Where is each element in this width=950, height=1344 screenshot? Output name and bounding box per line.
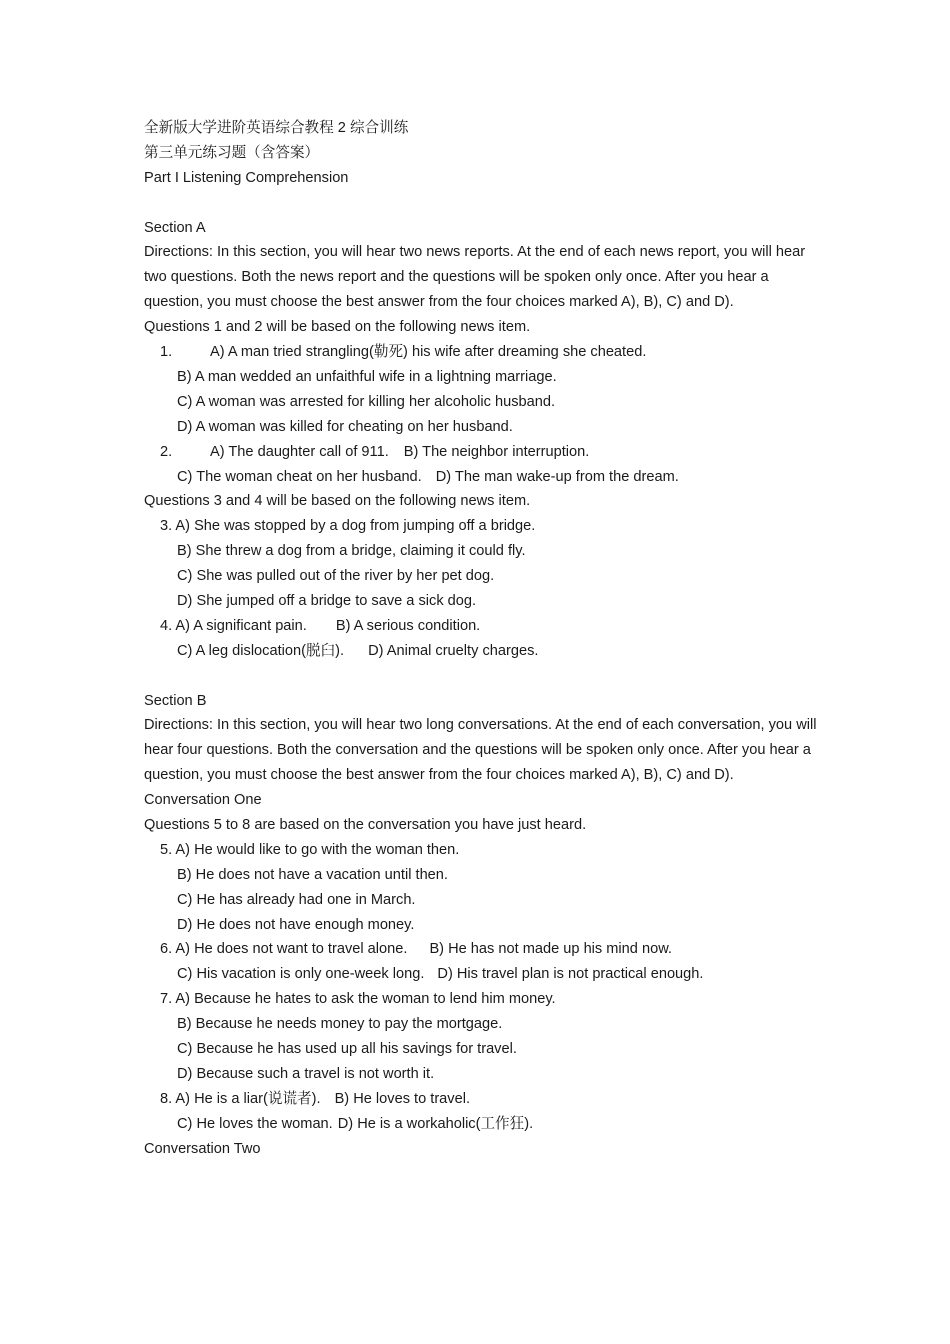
conversation-one-heading: Conversation One <box>144 792 262 809</box>
question-2-options-ab <box>144 440 824 465</box>
question-5-option-b: B) He does not have a vacation until then. <box>177 866 448 883</box>
question-8-options-cd <box>144 1112 824 1137</box>
option-text: B) The neighbor interruption. <box>403 443 590 460</box>
questions-5-8-intro: Questions 5 to 8 are based on the conversation you have just heard. <box>144 817 587 834</box>
document-subtitle: 第三单元练习题（含答案） <box>144 144 320 161</box>
question-5-option-c: C) He has already had one in March. <box>177 891 416 908</box>
question-7-option-a: 7. A) Because he hates to ask the woman to lend him money. <box>160 991 556 1008</box>
question-1-option-c: C) A woman was arrested for killing her alcoholic husband. <box>177 393 556 410</box>
option-text: 6. A) He does not want to travel alone. <box>160 941 408 958</box>
question-1-option-d: D) A woman was killed for cheating on her husband. <box>177 418 513 435</box>
question-3-option-a: 3. A) She was stopped by a dog from jumping off a bridge. <box>160 518 536 535</box>
question-6-options-ab <box>144 937 824 962</box>
option-text: A) A man tried strangling(勒死) his wife after dreaming she cheated. <box>210 344 647 361</box>
questions-1-2-intro: Questions 1 and 2 will be based on the following news item. <box>144 319 531 336</box>
section-a-heading: Section A <box>144 219 206 236</box>
question-3-option-c: C) She was pulled out of the river by her pet dog. <box>177 568 495 585</box>
question-4-options-ab <box>144 614 824 639</box>
option-text: A) The daughter call of 911. <box>210 443 389 460</box>
section-a-directions: Directions: In this section, you will hear two news reports. At the end of each news report, you will hear two questions. Both the news report and the questions will be spoken only once. After you hear a question, you must choose the best answer from the four choices marked A), B), C) and D). <box>144 244 806 311</box>
question-7-option-c: C) Because he has used up all his savings for travel. <box>177 1041 517 1058</box>
question-5-option-d: D) He does not have enough money. <box>177 916 415 933</box>
section-b-directions: Directions: In this section, you will hear two long conversations. At the end of each conversation, you will hear four questions. Both the conversation and the questions will be spoken only once. After you hear a question, you must choose the best answer from the four choices marked A), B), C) and D). <box>144 717 817 784</box>
option-text: C) The woman cheat on her husband. <box>177 468 422 485</box>
question-6-options-cd <box>144 962 824 987</box>
question-number: 1. <box>160 344 173 361</box>
conversation-two-heading: Conversation Two <box>144 1140 261 1157</box>
questions-3-4-intro: Questions 3 and 4 will be based on the following news item. <box>144 493 531 510</box>
question-7-option-b: B) Because he needs money to pay the mortgage. <box>177 1016 503 1033</box>
option-text: B) He has not made up his mind now. <box>429 941 672 958</box>
question-5-option-a: 5. A) He would like to go with the woman then. <box>160 841 460 858</box>
question-8-options-ab <box>144 1087 824 1112</box>
option-text: 8. A) He is a liar(说谎者). <box>160 1090 321 1107</box>
question-2-options-cd <box>144 465 824 490</box>
question-1-option-a <box>144 340 824 365</box>
question-1-option-b: B) A man wedded an unfaithful wife in a lightning marriage. <box>177 368 557 385</box>
option-text: D) The man wake-up from the dream. <box>435 468 679 485</box>
option-text: C) A leg dislocation(脱臼). <box>177 642 345 659</box>
option-text: 4. A) A significant pain. <box>160 617 307 634</box>
section-b-heading: Section B <box>144 692 207 709</box>
question-number: 2. <box>160 443 173 460</box>
part-heading: Part I Listening Comprehension <box>144 169 349 186</box>
question-7-option-d: D) Because such a travel is not worth it. <box>177 1065 435 1082</box>
option-text: D) His travel plan is not practical enough. <box>437 966 704 983</box>
question-3-option-d: D) She jumped off a bridge to save a sick dog. <box>177 592 477 609</box>
document-page <box>144 116 824 1162</box>
option-text: D) He is a workaholic(工作狂). <box>337 1115 534 1132</box>
question-4-options-cd <box>144 639 824 664</box>
option-text: C) He loves the woman. <box>177 1115 333 1132</box>
option-text: C) His vacation is only one-week long. <box>177 966 425 983</box>
question-3-option-b: B) She threw a dog from a bridge, claiming it could fly. <box>177 543 526 560</box>
option-text: B) A serious condition. <box>335 617 481 634</box>
option-text: B) He loves to travel. <box>334 1090 471 1107</box>
document-title: 全新版大学进阶英语综合教程 2 综合训练 <box>144 120 409 136</box>
option-text: D) Animal cruelty charges. <box>368 642 539 659</box>
